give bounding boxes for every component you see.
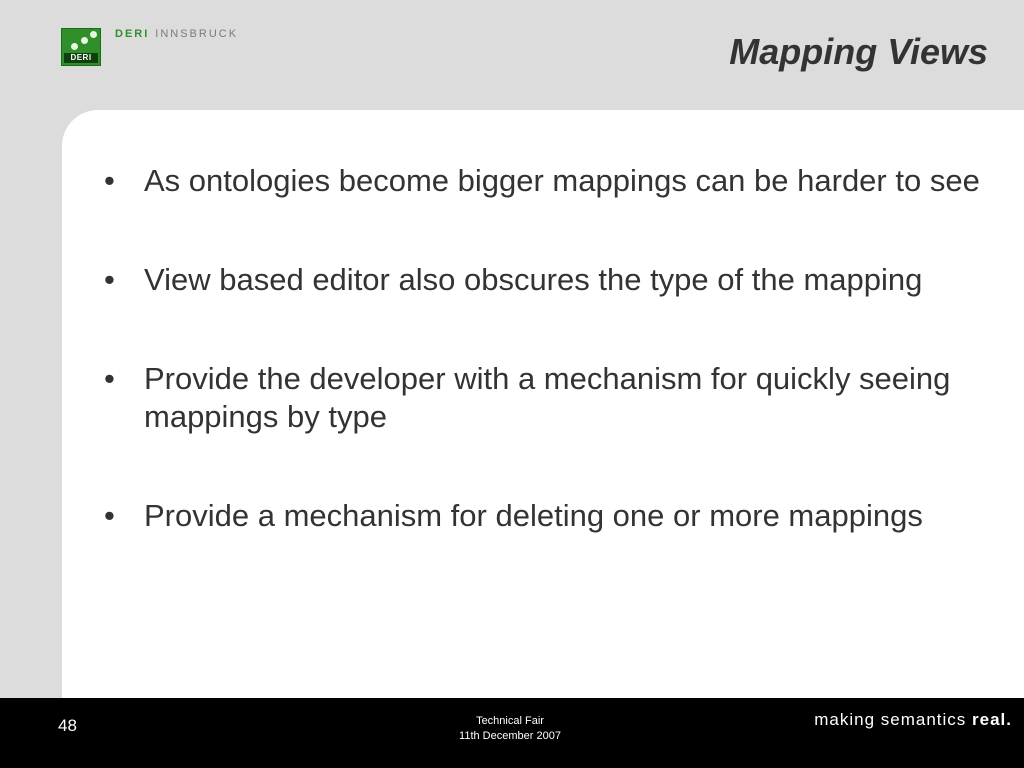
deri-logo-icon — [61, 28, 101, 66]
event-name: Technical Fair — [476, 715, 544, 727]
page-number: 48 — [58, 716, 77, 735]
bullet-item — [100, 261, 1000, 299]
bullet-text: View based editor also obscures the type of the mapping — [144, 262, 923, 297]
footer-bar — [0, 698, 1024, 768]
brand-secondary: INNSBRUCK — [155, 28, 239, 40]
bullet-item — [100, 162, 1000, 200]
page-title: Mapping Views — [729, 31, 988, 72]
bullet-marker: • — [104, 262, 115, 297]
bullet-item — [100, 497, 1000, 535]
tagline-bold: real. — [972, 710, 1012, 729]
event-date: 11th December 2007 — [459, 730, 561, 742]
bullet-marker: • — [104, 163, 115, 198]
tagline-regular: making semantics — [814, 710, 967, 729]
bullet-text: Provide a mechanism for deleting one or more mappings — [144, 498, 923, 533]
bullet-marker: • — [104, 498, 115, 533]
bullet-list — [100, 162, 1000, 596]
footer-tagline — [814, 709, 1012, 731]
footer-event-info — [410, 714, 610, 744]
bullet-text: As ontologies become bigger mappings can be harder to see — [144, 163, 980, 198]
bullet-text: Provide the developer with a mechanism for quickly seeing mappings by type — [144, 361, 951, 434]
bullet-item — [100, 360, 1000, 436]
logo-tag: DERI — [64, 53, 98, 63]
brand-wordmark — [115, 27, 238, 41]
brand-primary: DERI — [115, 28, 150, 40]
bullet-marker: • — [104, 361, 115, 396]
